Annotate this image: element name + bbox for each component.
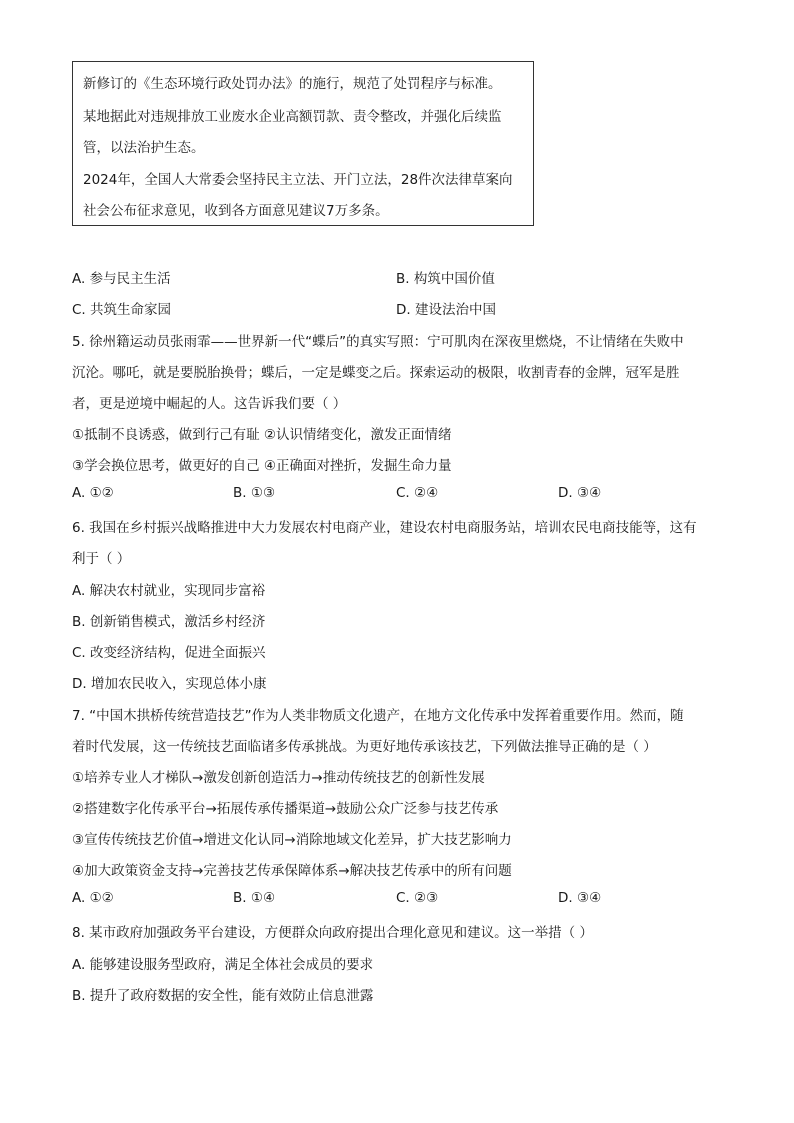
q8-option-b: B. 提升了政府数据的安全性，能有效防止信息泄露 bbox=[72, 988, 374, 1004]
q7-option-a: A. ①② bbox=[72, 890, 114, 906]
q5-option-c: C. ②④ bbox=[396, 485, 439, 501]
q5-stem: 5. 徐州籍运动员张雨霏——世界新一代“蝶后”的真实写照：宁可肌肉在深夜里燃烧，不让情绪在失败中 bbox=[72, 334, 684, 350]
q5-statement: ③学会换位思考，做更好的自己 ④正确面对挫折，发掘生命力量 bbox=[72, 458, 452, 474]
q5-option-d: D. ③④ bbox=[558, 485, 602, 501]
q4-option-a: A. 参与民主生活 bbox=[72, 271, 171, 287]
q7-option-b: B. ①④ bbox=[233, 890, 276, 906]
q7-option-d: D. ③④ bbox=[558, 890, 602, 906]
material-box bbox=[72, 61, 534, 226]
q7-statement: ③宣传传统技艺价值→增进文化认同→消除地域文化差异，扩大技艺影响力 bbox=[72, 832, 512, 848]
q7-statement: ④加大政策资金支持→完善技艺传承保障体系→解决技艺传承中的所有问题 bbox=[72, 863, 512, 879]
material-line: 新修订的《生态环境行政处罚办法》的施行，规范了处罚程序与标准。 bbox=[83, 76, 502, 92]
q5-stem: 沉沦。哪吒，就是要脱胎换骨；蝶后，一定是蝶变之后。探索运动的极限，收割青春的金牌，冠军是胜 bbox=[72, 365, 680, 381]
material-line: 某地据此对违规排放工业废水企业高额罚款、责令整改，并强化后续监 bbox=[83, 109, 502, 125]
q5-option-a: A. ①② bbox=[72, 485, 114, 501]
q7-statement: ①培养专业人才梯队→激发创新创造活力→推动传统技艺的创新性发展 bbox=[72, 770, 485, 786]
q6-option-c: C. 改变经济结构，促进全面振兴 bbox=[72, 645, 266, 661]
q6-stem: 6. 我国在乡村振兴战略推进中大力发展农村电商产业，建设农村电商服务站，培训农民电商技能等，这有 bbox=[72, 520, 697, 536]
q6-option-b: B. 创新销售模式，激活乡村经济 bbox=[72, 614, 266, 630]
q5-stem: 者，更是逆境中崛起的人。这告诉我们要（ ） bbox=[72, 396, 347, 412]
q6-option-a: A. 解决农村就业，实现同步富裕 bbox=[72, 583, 266, 599]
q7-statement: ②搭建数字化传承平台→拓展传承传播渠道→鼓励公众广泛参与技艺传承 bbox=[72, 801, 499, 817]
q8-stem: 8. 某市政府加强政务平台建设，方便群众向政府提出合理化意见和建议。这一举措（ ） bbox=[72, 925, 593, 941]
material-line: 管，以法治护生态。 bbox=[83, 140, 205, 156]
q6-stem: 利于（ ） bbox=[72, 551, 131, 567]
q4-option-c: C. 共筑生命家园 bbox=[72, 302, 172, 318]
q7-stem: 7. “中国木拱桥传统营造技艺”作为人类非物质文化遗产，在地方文化传承中发挥着重要作用。然而，随 bbox=[72, 708, 684, 724]
q6-option-d: D. 增加农民收入，实现总体小康 bbox=[72, 676, 267, 692]
q7-option-c: C. ②③ bbox=[396, 890, 439, 906]
material-line: 2024年，全国人大常委会坚持民主立法、开门立法，28件次法律草案向 bbox=[83, 172, 513, 188]
q7-stem: 着时代发展，这一传统技艺面临诸多传承挑战。为更好地传承该技艺，下列做法推导正确的是（ ） bbox=[72, 739, 657, 755]
q4-option-b: B. 构筑中国价值 bbox=[396, 271, 495, 287]
q5-statement: ①抵制不良诱惑，做到行己有耻 ②认识情绪变化，激发正面情绪 bbox=[72, 427, 452, 443]
q8-option-a: A. 能够建设服务型政府，满足全体社会成员的要求 bbox=[72, 957, 374, 973]
q4-option-d: D. 建设法治中国 bbox=[396, 302, 496, 318]
material-line: 社会公布征求意见，收到各方面意见建议7万多条。 bbox=[83, 203, 389, 219]
q5-option-b: B. ①③ bbox=[233, 485, 276, 501]
